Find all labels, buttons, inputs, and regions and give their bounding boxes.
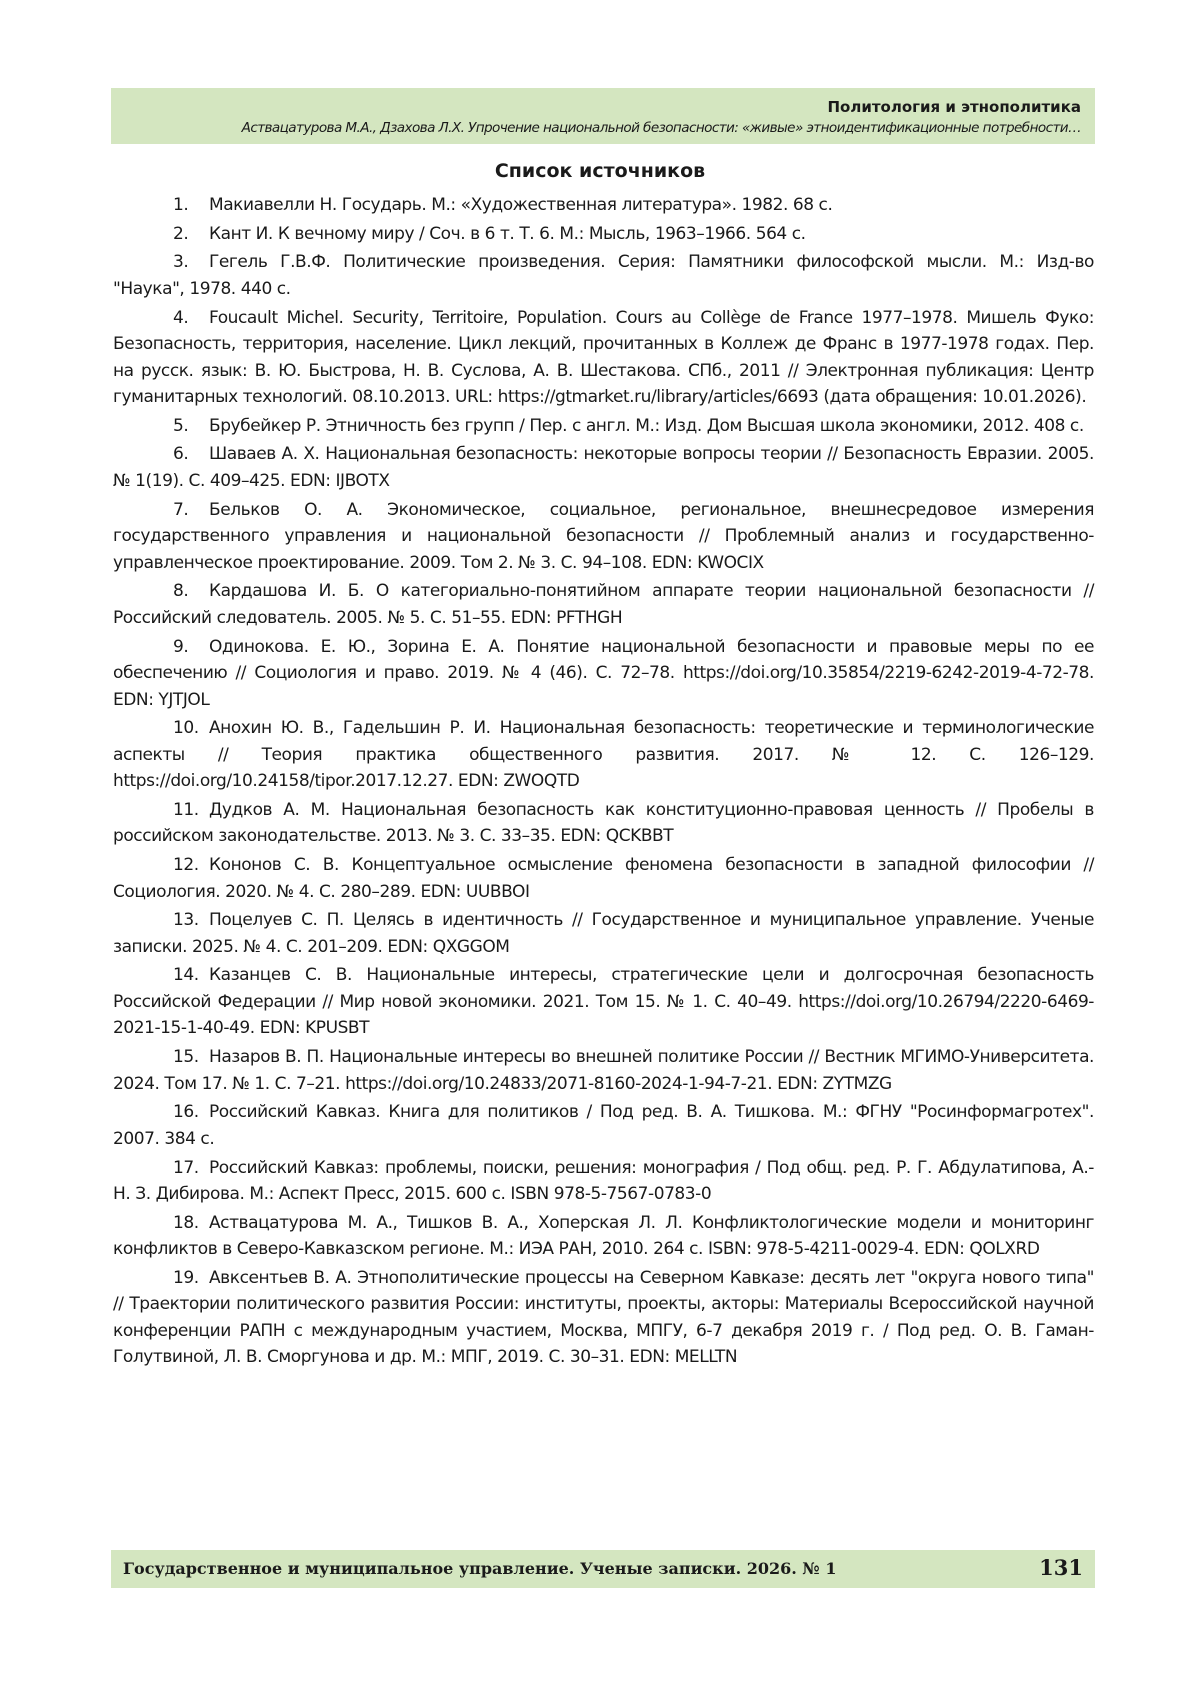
page-number: 131 [1039,1555,1083,1580]
section-title: Политология и этнополитика [827,98,1081,116]
running-header [111,88,1095,144]
reference-text: Российский Кавказ. Книга для политиков / Под ред. В. А. Тишкова. М.: ФГНУ "Росинформагротех". 2007. 384 с. [113,1102,1094,1149]
references-heading: Список источников [494,160,706,182]
reference-text: Российский Кавказ: проблемы, поиски, решения: монография / Под общ. ред. Р. Г. Абдулатипова, А.-Н. З. Дибирова. М.: Аспект Пресс, 2015. 600 с. ISBN 978-5-7567-0783-0 [113,1157,1094,1204]
reference-number: 16. [173,1102,199,1123]
reference-number: 1. [173,195,189,215]
reference-number: 10. [173,718,199,739]
reference-text: Кононов С. В. Концептуальное осмысление феномена безопасности в западной философии // Социология. 2020. № 4. С. 280–289. EDN: UUBBOI [113,855,1094,902]
reference-number: 8. [173,581,189,602]
reference-item [113,852,1094,905]
reference-number: 13. [173,910,199,931]
reference-item [113,578,1094,631]
reference-item [113,962,1094,1042]
reference-text: Макиавелли Н. Государь. М.: «Художественная литература». 1982. 68 с. [209,195,833,215]
reference-item [113,192,1094,219]
reference-number: 6. [173,444,189,465]
reference-number: 9. [173,636,189,657]
reference-text: Бельков О. А. Экономическое, социальное, региональное, внешнесредовое измерения государственного управления и национальной безопасности // Проблемный анализ и государственно-управленческое проектирование. 2009. Том 2. № 3. С. 94–108. EDN: KWOCIX [113,499,1094,573]
reference-number: 5. [173,415,189,436]
reference-item [113,1155,1094,1208]
reference-number: 17. [173,1157,199,1178]
reference-number: 7. [173,499,189,520]
references-list [113,192,1094,1373]
reference-text: Шаваев А. Х. Национальная безопасность: некоторые вопросы теории // Безопасность Евразии. 2005. № 1(19). С. 409–425. EDN: IJBOTX [113,444,1094,491]
reference-item [113,1210,1094,1263]
reference-text: Авксентьев В. А. Этнополитические процессы на Северном Кавказе: десять лет "округа нового типа" // Траектории политического развития России: институты, проекты, акторы: Материалы Всероссийской научной конференции РАПН с международным участием, Москва, МПГУ, 6-7 декабря 2019 г. / Под ред. О. В. Гаман-Голутвиной, Л. В. Сморгунова и др. М.: МПГ, 2019. С. 30–31. EDN: MELLTN [113,1267,1094,1368]
reference-text: Кардашова И. Б. О категориально-понятийном аппарате теории национальной безопасности // Российский следователь. 2005. № 5. С. 51–55. EDN: PFTHGH [113,581,1094,628]
reference-item [113,634,1094,714]
reference-item [113,1265,1094,1371]
reference-text: Гегель Г.В.Ф. Политические произведения. Серия: Памятники философской мысли. М.: Изд-во "Наука", 1978. 440 с. [113,252,1094,299]
reference-number: 4. [173,307,189,328]
page-footer [111,1550,1095,1588]
reference-item [113,907,1094,960]
reference-text: Одинокова. Е. Ю., Зорина Е. А. Понятие национальной безопасности и правовые меры по ее обеспечению // Социология и право. 2019. № 4 (46). С. 72–78. https://doi.org/10.35854/2219-6242-2019-4-72-78. EDN: YJTJOL [113,636,1094,710]
reference-text: Аствацатурова М. А., Тишков В. А., Хоперская Л. Л. Конфликтологические модели и мониторинг конфликтов в Северо-Кавказском регионе. М.: ИЭА РАН, 2010. 264 с. ISBN: 978-5-4211-0029-4. EDN: QOLXRD [113,1212,1094,1260]
reference-text: Дудков А. М. Национальная безопасность как конституционно-правовая ценность // Пробелы в российском законодательстве. 2013. № 3. С. 33–35. EDN: QCKBBT [113,799,1094,847]
reference-text: Анохин Ю. В., Гадельшин Р. И. Национальная безопасность: теоретические и терминологические аспекты // Теория практика общественного развития. 2017. № 12. С. 126–129. https://doi.org/10.24158/tipor.2017.12.27. EDN: ZWOQTD [113,718,1094,792]
reference-text: Кант И. К вечному миру / Соч. в 6 т. Т. 6. М.: Мысль, 1963–1966. 564 с. [209,223,806,244]
reference-text: Foucault Michel. Security, Territoire, Population. Cours au Collège de France 1977–1978. Мишель Фуко: Безопасность, территория, население. Цикл лекций, прочитанных в Коллеж де Франс в 1977-1978 годах. Пер. на русск. язык: В. Ю. Быстрова, Н. В. Суслова, А. В. Шестакова. СПб., 2011 // Электронная публикация: Центр гуманитарных технологий. 08.10.2013. URL: https://gtmarket.ru/library/articles/6693 (дата обращения: 10.01.2026). [113,307,1094,408]
reference-number: 2. [173,223,189,244]
reference-number: 14. [173,965,199,986]
reference-number: 15. [173,1047,199,1068]
running-title: Аствацатурова М.А., Дзахова Л.Х. Упрочение национальной безопасности: «живые» этноидентификационные потребности… [241,120,1081,136]
reference-item [113,221,1094,248]
reference-text: Поцелуев С. П. Целясь в идентичность // Государственное и муниципальное управление. Ученые записки. 2025. № 4. С. 201–209. EDN: QXGGOM [113,910,1094,957]
reference-item [113,497,1094,577]
reference-item [113,1044,1094,1097]
reference-number: 3. [173,252,189,273]
reference-item [113,305,1094,411]
reference-item [113,797,1094,850]
reference-text: Брубейкер Р. Этничность без групп / Пер. с англ. М.: Изд. Дом Высшая школа экономики, 2012. 408 с. [209,415,1084,436]
reference-item [113,715,1094,795]
reference-number: 19. [173,1267,199,1288]
reference-item [113,413,1094,440]
reference-item [113,1099,1094,1152]
reference-number: 12. [173,855,199,876]
reference-number: 11. [173,799,199,820]
reference-item [113,441,1094,494]
reference-text: Назаров В. П. Национальные интересы во внешней политике России // Вестник МГИМО-Университета. 2024. Том 17. № 1. С. 7–21. https://doi.org/10.24833/2071-8160-2024-1-94-7-21. EDN: ZYTMZG [113,1047,1094,1094]
journal-title: Государственное и муниципальное управление. Ученые записки. 2026. № 1 [123,1559,837,1578]
reference-text: Казанцев С. В. Национальные интересы, стратегические цели и долгосрочная безопасность Российской Федерации // Мир новой экономики. 2021. Том 15. № 1. С. 40–49. https://doi.org/10.26794/2220-6469-2021-15-1-40-49. EDN: KPUSBT [113,965,1094,1039]
reference-number: 18. [173,1212,199,1233]
reference-item [113,249,1094,302]
